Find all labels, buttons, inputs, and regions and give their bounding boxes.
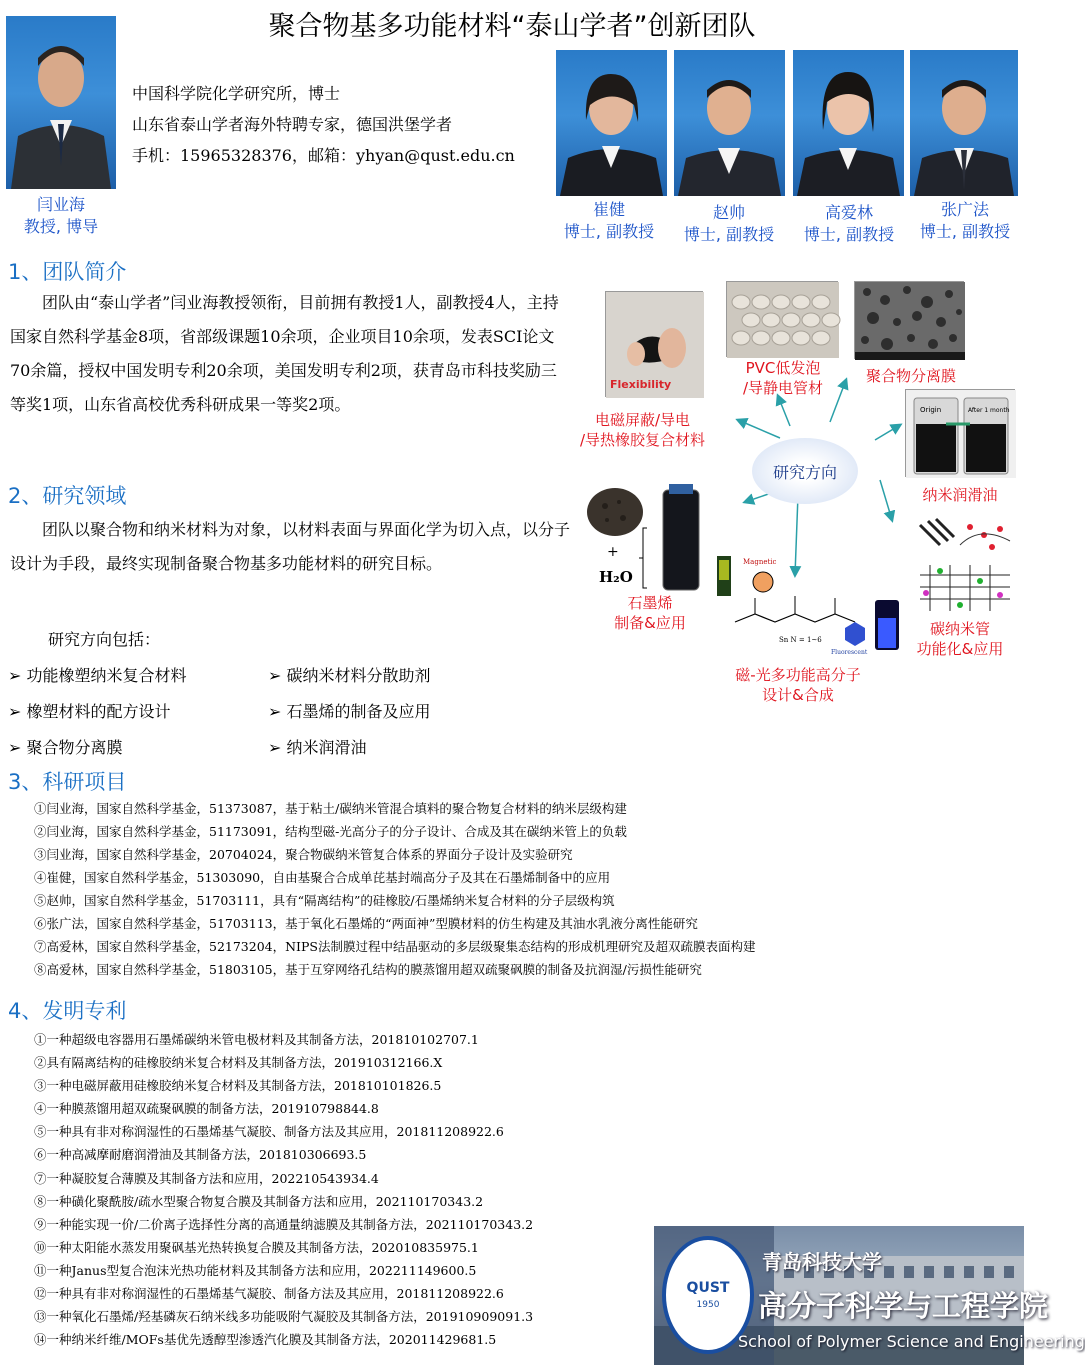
member-role: 博士, 副教授 bbox=[803, 225, 895, 244]
magnetic-label: Magnetic bbox=[743, 558, 777, 566]
polymer-structure-image bbox=[715, 548, 905, 658]
patent-item: ⑩一种太阳能水蒸发用聚砜基光热转换复合膜及其制备方法，202010835975.1 bbox=[34, 1239, 479, 1255]
project-item: ③闫业海，国家自然科学基金，20704024，聚合物碳纳米管复合体系的界面分子设计及实验研究 bbox=[34, 847, 573, 862]
member-name: 高爱林 bbox=[824, 203, 873, 222]
section-heading-intro: 1、团队简介 bbox=[8, 260, 127, 284]
member-portrait-icon bbox=[793, 50, 904, 196]
pvc-pipes-icon bbox=[727, 282, 839, 358]
intro-paragraph: 团队由“泰山学者”闫业海教授领衔，目前拥有教授1人，副教授4人，主持国家自然科学基金8项，省部级课题10余项，企业项目10余项，发表SCI论文70余篇，授权中国发明专利20余项，美国发明专利2项，获青岛市科技奖励三等奖1项，山东省高校优秀科研成果一等奖2项。 bbox=[10, 293, 559, 414]
leader-info bbox=[132, 78, 552, 171]
school-cn-name: 青岛科技大学 bbox=[762, 1250, 882, 1274]
polymer-molecule-icon bbox=[715, 548, 905, 658]
member-portrait-icon bbox=[556, 50, 667, 196]
member-photo bbox=[674, 50, 785, 196]
cnt-network-icon bbox=[900, 515, 1020, 615]
bullet-list-left bbox=[8, 658, 268, 766]
flexibility-label: Flexibility bbox=[610, 378, 672, 391]
flexibility-image bbox=[605, 291, 703, 397]
bullet-item: ➢ 碳纳米材料分散助剂 bbox=[268, 666, 431, 685]
project-item: ④崔健，国家自然科学基金，51303090，自由基聚合合成单芘基封端高分子及其在石墨烯制备中的应用 bbox=[34, 870, 611, 885]
patent-list bbox=[34, 1028, 533, 1351]
seal-text: QUST bbox=[686, 1280, 730, 1296]
water-label: H₂O bbox=[599, 568, 633, 586]
project-item: ⑧高爱林，国家自然科学基金，51803105，基于互穿网络孔结构的膜蒸馏用超双疏聚砜膜的制备及抗润湿/污损性能研究 bbox=[34, 962, 702, 977]
label-emi: /导热橡胶复合材料 bbox=[579, 431, 706, 449]
member-photo bbox=[793, 50, 904, 196]
project-item: ①闫业海，国家自然科学基金，51373087，基于粘土/碳纳米管混合填料的聚合物复合材料的纳米层级构建 bbox=[34, 801, 627, 816]
member-name: 崔健 bbox=[592, 200, 625, 219]
label-pvc: PVC低发泡 bbox=[745, 359, 821, 377]
member-name: 张广法 bbox=[940, 200, 989, 219]
sem-texture-icon bbox=[855, 282, 965, 360]
school-dept: 高分子科学与工程学院 bbox=[758, 1289, 1049, 1323]
field-sub-label: 研究方向包括： bbox=[48, 630, 161, 649]
label-lube: 纳米润滑油 bbox=[922, 486, 998, 504]
label-polymer: 设计&合成 bbox=[762, 686, 834, 704]
patent-item: ③一种电磁屏蔽用硅橡胶纳米复合材料及其制备方法，201810101826.5 bbox=[34, 1078, 442, 1094]
project-item: ⑦高爱林，国家自然科学基金，52173204，NIPS法制膜过程中结晶驱动的多层级聚集态结构的形成机理研究及超双疏膜表面构建 bbox=[34, 939, 756, 954]
project-list bbox=[34, 797, 755, 981]
bullet-item: ➢ 聚合物分离膜 bbox=[8, 738, 123, 757]
patent-item: ②具有隔离结构的硅橡胶纳米复合材料及其制备方法，201910312166.X bbox=[34, 1055, 443, 1071]
project-item: ⑤赵帅，国家自然科学基金，51703111，具有“隔离结构”的硅橡胶/石墨烯纳米复合材料的分子层级构筑 bbox=[34, 893, 615, 908]
lubricant-bottles-icon bbox=[906, 390, 1016, 478]
pvc-pipes-image bbox=[726, 281, 838, 357]
member-portrait-icon bbox=[910, 50, 1018, 196]
section-heading-projects: 3、科研项目 bbox=[8, 770, 127, 794]
bullet-item: ➢ 石墨烯的制备及应用 bbox=[268, 702, 431, 721]
research-center: 研究方向 bbox=[752, 438, 858, 504]
fluorescent-label: Fluorescent bbox=[831, 649, 868, 656]
seal-year: 1950 bbox=[696, 1300, 720, 1310]
bullet-item: ➢ 功能橡塑纳米复合材料 bbox=[8, 666, 187, 685]
patent-item: ④一种膜蒸馏用超双疏聚砜膜的制备方法，201910798844.8 bbox=[34, 1101, 379, 1117]
member-role: 博士, 副教授 bbox=[683, 225, 775, 244]
cnt-image bbox=[900, 515, 1020, 615]
label-graphene: 石墨烯 bbox=[627, 594, 673, 612]
section-heading-field: 2、研究领域 bbox=[8, 484, 127, 508]
bullet-item: ➢ 纳米润滑油 bbox=[268, 738, 367, 757]
label-emi: 电磁屏蔽/导电 bbox=[594, 411, 691, 429]
section-heading-patents: 4、发明专利 bbox=[8, 999, 127, 1023]
patent-item: ⑧一种磺化聚酰胺/疏水型聚合物复合膜及其制备方法和应用，202110170343.2 bbox=[34, 1193, 484, 1209]
bullet-list-right bbox=[268, 658, 568, 766]
patent-item: ⑥一种高减摩耐磨润滑油及其制备方法，201810306693.5 bbox=[34, 1147, 367, 1163]
label-polymer: 磁-光多功能高分子 bbox=[735, 666, 861, 684]
field-paragraph: 团队以聚合物和纳米材料为对象，以材料表面与界面化学为切入点，以分子设计为手段，最终实现制备聚合物基多功能材料的研究目标。 bbox=[10, 520, 571, 573]
patent-item: ⑨一种能实现一价/二价离子选择性分离的高通量纳滤膜及其制备方法，202110170343.2 bbox=[34, 1216, 534, 1232]
leader-role: 教授, 博导 bbox=[23, 217, 99, 236]
page-title: 聚合物基多功能材料“泰山学者”创新团队 bbox=[268, 11, 756, 42]
plus-sign: + bbox=[607, 544, 619, 560]
patent-item: ⑦一种凝胶复合薄膜及其制备方法和应用，202210543934.4 bbox=[34, 1170, 379, 1186]
leader-name: 闫业海 bbox=[36, 195, 85, 214]
member-portrait-icon bbox=[674, 50, 785, 196]
after-label: After 1 month bbox=[968, 407, 1010, 414]
project-item: ②闫业海，国家自然科学基金，51173091，结构型磁-光高分子的分子设计、合成及其在碳纳米管上的负载 bbox=[34, 824, 627, 839]
label-pvc: /导静电管材 bbox=[742, 379, 824, 397]
label-cnt: 功能化&应用 bbox=[916, 640, 1004, 658]
member-photo bbox=[910, 50, 1018, 196]
leader-line: 山东省泰山学者海外特聘专家，德国洪堡学者 bbox=[132, 115, 453, 134]
patent-item: ⑬一种氧化石墨烯/羟基磷灰石纳米线多功能吸附气凝胶及其制备方法，201910909091.3 bbox=[34, 1309, 534, 1325]
patent-item: ⑤一种具有非对称润湿性的石墨烯基气凝胶、制备方法及其应用，201811208922.6 bbox=[34, 1124, 504, 1140]
patent-item: ⑪一种Janus型复合泡沫光热功能材料及其制备方法和应用，202211149600.5 bbox=[34, 1262, 477, 1278]
patent-item: ①一种超级电容器用石墨烯碳纳米管电极材料及其制备方法，201810102707.1 bbox=[34, 1032, 479, 1047]
member-role: 博士, 副教授 bbox=[919, 222, 1011, 241]
label-cnt: 碳纳米管 bbox=[929, 620, 990, 638]
membrane-sem-image bbox=[854, 281, 964, 359]
member-role: 博士, 副教授 bbox=[563, 222, 655, 241]
patent-item: ⑭一种纳米纤维/MOFs基优先透醇型渗透汽化膜及其制备方法，202011429681.5 bbox=[34, 1332, 497, 1348]
leader-line: 中国科学院化学研究所，博士 bbox=[132, 84, 341, 103]
graphene-image bbox=[585, 484, 715, 594]
leader-line: 手机：15965328376，邮箱：yhyan@qust.edu.cn bbox=[132, 146, 515, 165]
school-banner bbox=[654, 1226, 1085, 1365]
rubber-sample-icon bbox=[606, 292, 704, 398]
lubricant-image bbox=[905, 389, 1015, 477]
member-photo bbox=[556, 50, 667, 196]
label-membrane: 聚合物分离膜 bbox=[865, 367, 956, 385]
label-graphene: 制备&应用 bbox=[614, 614, 686, 632]
leader-photo bbox=[6, 16, 116, 189]
school-en-name: School of Polymer Science and Engineering bbox=[738, 1332, 1085, 1351]
leader-portrait-icon bbox=[6, 16, 116, 189]
member-name: 赵帅 bbox=[712, 203, 745, 222]
origin-label: Origin bbox=[920, 406, 942, 414]
patent-item: ⑫一种具有非对称润湿性的石墨烯基气凝胶、制备方法及其应用，201811208922.6 bbox=[34, 1286, 504, 1302]
sn-label: Sn N = 1~6 bbox=[779, 636, 822, 644]
bullet-item: ➢ 橡塑材料的配方设计 bbox=[8, 702, 171, 721]
project-item: ⑥张广法，国家自然科学基金，51703113，基于氧化石墨烯的“两面神”型膜材料的仿生构建及其油水乳液分离性能研究 bbox=[34, 916, 698, 931]
graphene-powder-icon bbox=[585, 484, 715, 594]
